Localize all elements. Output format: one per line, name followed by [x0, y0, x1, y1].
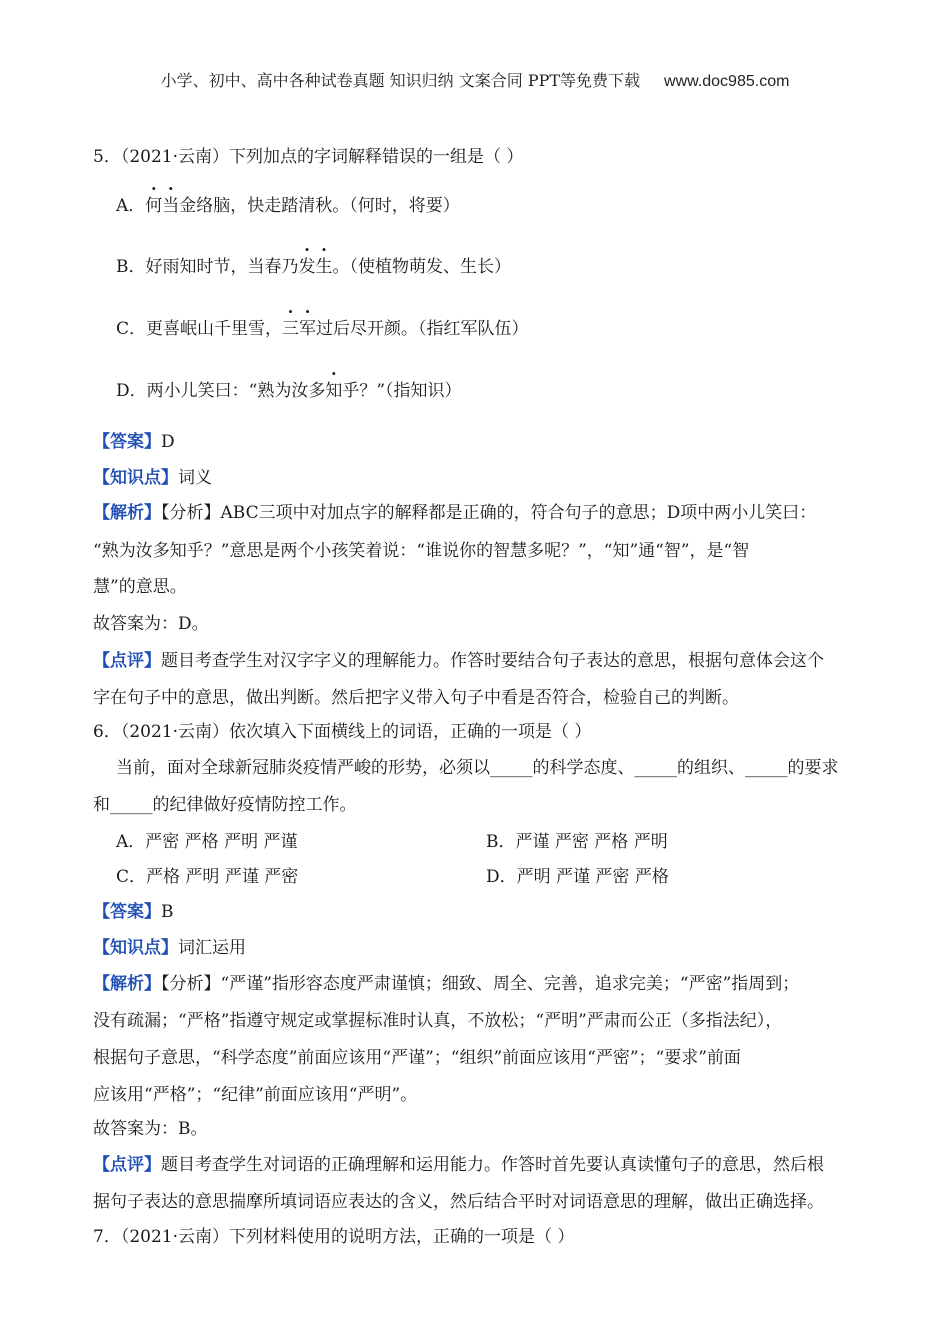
- dotted-char: 何: [145, 196, 163, 216]
- q6-knowledge-point: [93, 937, 863, 959]
- q5-comment-line-1: 【点评】题目考查学生对汉字字义的理解能力。作答时要结合句子表达的意思，根据句意体会这个: [93, 651, 824, 671]
- comment-tag: 【点评】: [93, 651, 161, 671]
- q6-passage-line-2: 和_____的纪律做好疫情防控工作。: [93, 795, 357, 815]
- q6-answer: [93, 901, 863, 923]
- kp-tag: 【知识点】: [93, 938, 178, 958]
- header-text: 小学、初中、高中各种试卷真题 知识归纳 文案合同 PPT等免费下载: [160, 71, 641, 90]
- q6-analysis-line-3: 根据句子意思，“科学态度”前面应该用“严谨”；“组织”前面应该用“严密”；“要求”前面: [93, 1048, 741, 1068]
- dotted-char: 三: [282, 319, 300, 339]
- q6-comment-line-2: 据句子表达的意思揣摩所填词语应表达的含义，然后结合平时对词语意思的理解，做出正确选择。: [93, 1192, 824, 1212]
- comment-tag: 【点评】: [93, 1155, 161, 1175]
- dotted-word: [282, 319, 316, 339]
- analysis-tag: 【解析】: [93, 503, 161, 523]
- header-url[interactable]: www.doc985.com: [664, 73, 790, 90]
- answer-tag: 【答案】: [93, 432, 161, 452]
- dotted-char: 当: [162, 196, 180, 216]
- answer-value: B: [161, 902, 174, 922]
- answer-tag: 【答案】: [93, 902, 161, 922]
- q5-analysis-line-3: 慧”的意思。: [93, 577, 187, 597]
- dotted-word: [145, 196, 179, 216]
- q5-option-d: D．两小儿笑曰：“熟为汝多知乎？”（指知识）: [116, 381, 462, 401]
- kp-tag: 【知识点】: [93, 468, 178, 488]
- page-header: [0, 68, 950, 91]
- q6-passage-line-1: 当前，面对全球新冠肺炎疫情严峻的形势，必须以_____的科学态度、_____的组织、_____的要求: [116, 758, 839, 778]
- q6-stem: 6．（2021·云南）依次填入下面横线上的词语，正确的一项是（ ）: [93, 722, 592, 742]
- dotted-word: 知: [325, 381, 343, 401]
- q5-conclusion: 故答案为：D。: [93, 614, 209, 634]
- q7-stem: 7．（2021·云南）下列材料使用的说明方法，正确的一项是（ ）: [93, 1227, 575, 1247]
- q6-option-d: D．严明 严谨 严密 严格: [486, 867, 669, 887]
- dotted-char: 军: [299, 319, 317, 339]
- q6-option-c: C．严格 严明 严谨 严密: [116, 867, 299, 887]
- q6-analysis-line-2: 没有疏漏；“严格”指遵守规定或掌握标准时认真，不放松；“严明”严肃而公正（多指法纪），: [93, 1011, 783, 1031]
- dotted-char: 生: [315, 257, 333, 277]
- q5-stem: 5．（2021·云南）下列加点的字词解释错误的一组是（ ）: [93, 147, 524, 167]
- q5-analysis-line-1: 【解析】【分析】ABC三项中对加点字的解释都是正确的，符合句子的意思；D项中两小儿笑曰：: [93, 503, 817, 523]
- q5-option-a: A．何当金络脑，快走踏清秋。（何时，将要）: [116, 196, 460, 216]
- analysis-tag: 【解析】: [93, 974, 161, 994]
- q5-option-c: C．更喜岷山千里雪，三军过后尽开颜。（指红军队伍）: [116, 319, 529, 339]
- q5-option-b: B．好雨知时节，当春乃发生。（使植物萌发、生长）: [116, 257, 511, 277]
- q6-conclusion: 故答案为：B。: [93, 1119, 208, 1139]
- q5-comment-line-2: 字在句子中的意思，做出判断。然后把字义带入句子中看是否符合，检验自己的判断。: [93, 688, 739, 708]
- q5-answer: [93, 431, 863, 453]
- q6-comment-line-1: 【点评】题目考查学生对词语的正确理解和运用能力。作答时首先要认真读懂句子的意思，然后根: [93, 1155, 824, 1175]
- q6-option-b: B．严谨 严密 严格 严明: [486, 832, 668, 852]
- q6-analysis-line-4: 应该用“严格”；“纪律”前面应该用“严明”。: [93, 1085, 418, 1105]
- q5-analysis-line-2: “熟为汝多知乎？”意思是两个小孩笑着说：“谁说你的智慧多呢？”，“知”通“智”，是“智: [93, 541, 750, 561]
- kp-value: 词义: [178, 468, 212, 488]
- kp-value: 词汇运用: [178, 938, 246, 958]
- answer-value: D: [161, 432, 175, 452]
- q6-options-row-2: [116, 866, 886, 888]
- q6-option-a: A．严密 严格 严明 严谨: [116, 832, 298, 852]
- dotted-word: [299, 257, 333, 277]
- q6-analysis-line-1: 【解析】【分析】“严谨”指形容态度严肃谨慎；细致、周全、完善，追求完美；“严密”指周到；: [93, 974, 800, 994]
- dotted-char: 发: [298, 257, 316, 277]
- q6-options-row-1: [116, 831, 886, 853]
- q5-knowledge-point: [93, 467, 863, 489]
